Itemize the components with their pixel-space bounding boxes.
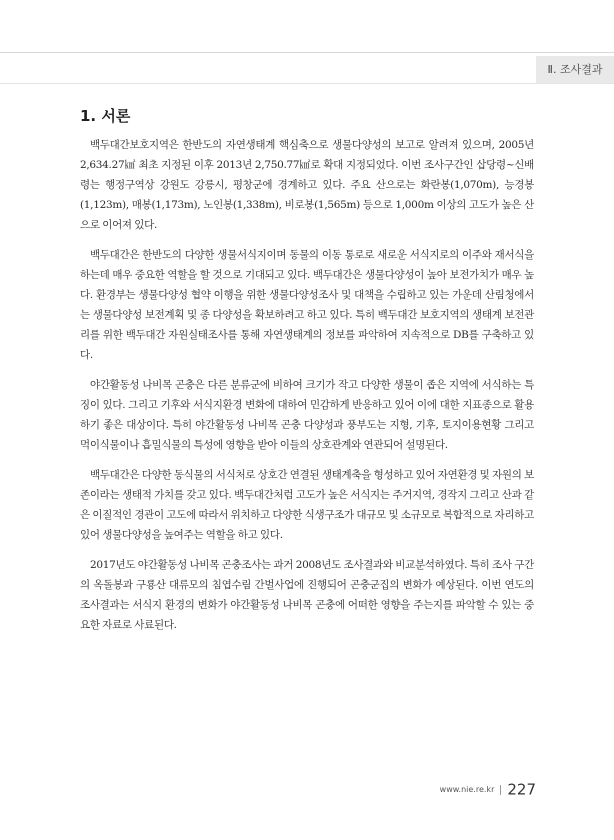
paragraph-2: 백두대간은 한반도의 다양한 생물서식지이며 동물의 이동 통로로 새로운 서식지로의 이주와 재서식을 하는데 매우 중요한 역할을 할 것으로 기대되고 있다. 백두대간은 생물다양성이 높아 보전가치가 매우 높다. 환경부는 생물다양성 협약 이행을 위한 생물다양성조사 및 대책을 수립하고 있는 가운데 산림청에서는 생물다양성 보전계획 및 종 다양성을 확보하려고 하고 있다. 특히 백두대간 보호지역의 생태계 보전관리를 위한 백두대간 자원실태조사를 통해 자연생태계의 정보를 파악하여 지속적으로 DB를 구축하고 있다. [80,249,534,361]
page-number: 227 [507,780,536,799]
header-rule [0,52,614,53]
paragraph-4: 백두대간은 다양한 동식물의 서식처로 상호간 연결된 생태계축을 형성하고 있어 자연환경 및 자원의 보존이라는 생태적 가치를 갖고 있다. 백두대간처럼 고도가 높은 서식지는 주거지역, 경작지 그리고 산과 같은 이질적인 경관이 고도에 따라서 위치하고 다양한 식생구조가 대규모 및 소규모로 복합적으로 자리하고 있어 생물다양성을 높여주는 역할을 하고 있다. [80,469,534,541]
footer-divider [500,785,501,795]
paragraph-5: 2017년도 야간활동성 나비목 곤충조사는 과거 2008년도 조사결과와 비교분석하였다. 특히 조사 구간의 옥돌봉과 구룡산 대류모의 침엽수림 간벌사업에 진행되어 곤충군집의 변화가 예상된다. 이번 연도의 조사결과는 서식지 환경의 변화가 야간활동성 나비목 곤충에 어떠한 영향을 주는지를 파악할 수 있는 중요한 자료로 사료된다. [80,559,534,631]
paragraph-3: 야간활동성 나비목 곤충은 다른 분류군에 비하여 크기가 작고 다양한 생물이 좁은 지역에 서식하는 특징이 있다. 그리고 기후와 서식지환경 변화에 대하여 민감하게 반응하고 있어 이에 대한 지표종으로 활용하기 좋은 대상이다. 특히 야간활동성 나비목 곤충 다양성과 풍부도는 지형, 기후, 토지이용현황 그리고 먹이식물이나 흡밀식물의 특성에 영향을 받아 이들의 상호관계와 연관되어 설명된다. [80,379,534,451]
section-heading: 1. 서론 [80,107,131,125]
header-divider [0,83,614,84]
paragraph-1: 백두대간보호지역은 한반도의 자연생태계 핵심축으로 생물다양성의 보고로 알려져 있으며, 2005년 2,634.27㎢ 최초 지정된 이후 2013년 2,750.77㎢로 확대 지정되었다. 이번 조사구간인 삽당령~신배령는 행정구역상 강원도 강릉시, 평창군에 경계하고 있다. 주요 산으로는 화란봉(1,070m), 능경봉(1,123m), 매봉(1,173m), 노인봉(1,338m), 비로봉(1,565m) 등으로 1,000m 이상의 고도가 높은 산으로 이어져 있다. [80,139,534,231]
page-footer [440,779,536,799]
section-tab: Ⅱ. 조사결과 [536,56,614,83]
footer-url: www.nie.re.kr [439,785,495,794]
body-text [80,135,534,645]
